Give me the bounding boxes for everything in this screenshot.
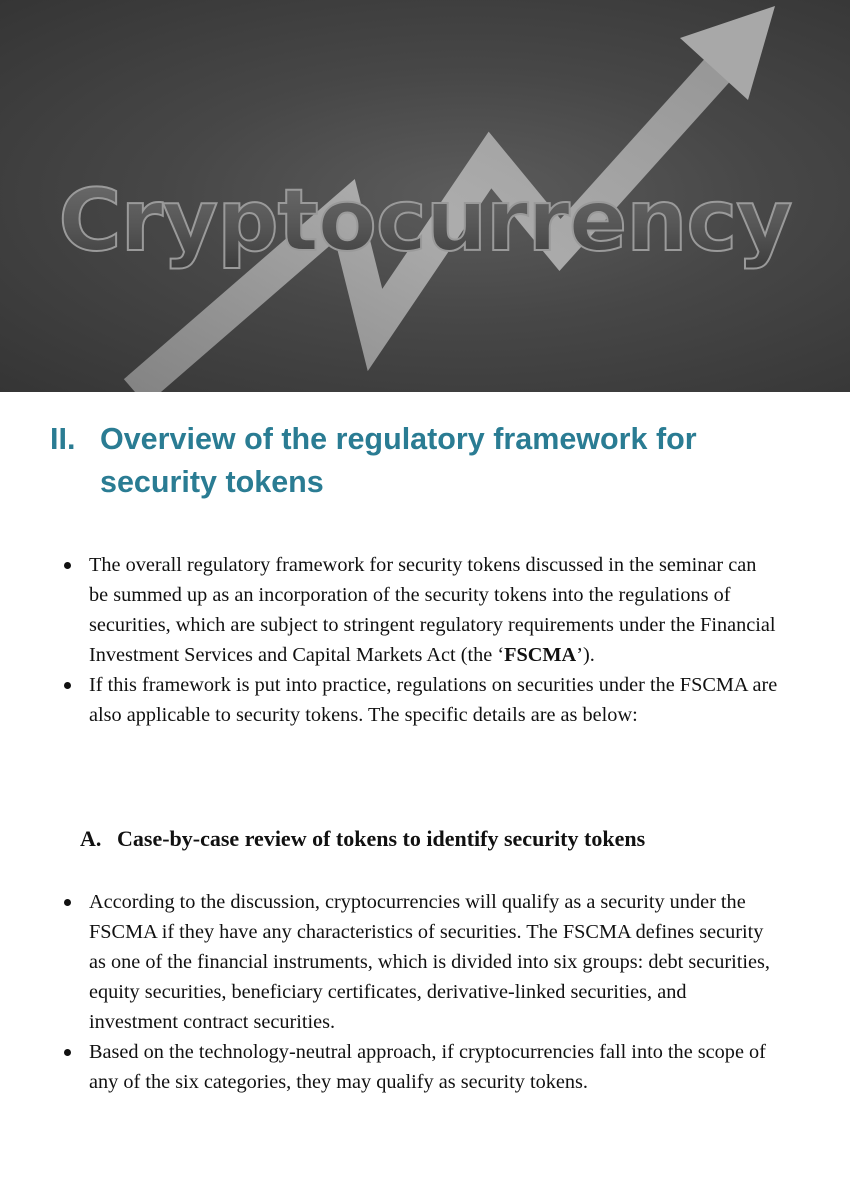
- bullet-text-pre: The overall regulatory framework for security tokens discussed in the seminar can be summed up as an incorporation of the security tokens into the regulations of securities, which are subject to stringent regulatory requirements under the Financial Investment Services and Capital Markets Act (the ‘: [89, 554, 776, 666]
- subsection-letter: A.: [80, 826, 102, 851]
- intro-bullet-list: [0, 550, 779, 730]
- hero-word: Cryptocurrency: [58, 171, 792, 271]
- section-title-line1: Overview of the regulatory framework for: [100, 422, 697, 456]
- bullet-text-post: ’).: [576, 644, 595, 666]
- list-item: [0, 887, 779, 1037]
- section-title: [50, 418, 810, 504]
- bullet-text: Based on the technology-neutral approach, if cryptocurrencies fall into the scope of any of the six categories, they may qualify as security tokens.: [89, 1041, 766, 1093]
- bullet-text: If this framework is put into practice, regulations on securities under the FSCMA are also applicable to security tokens. The specific details are as below:: [89, 674, 778, 726]
- section-title-line2: security tokens: [100, 465, 324, 499]
- bullet-text-bold: FSCMA: [504, 644, 577, 666]
- subsection-bullet-list: [0, 887, 779, 1097]
- subsection-title: Case-by-case review of tokens to identify security tokens: [117, 826, 646, 851]
- list-item: [0, 550, 779, 670]
- hero-illustration: [0, 0, 850, 392]
- bullet-text: According to the discussion, cryptocurrencies will qualify as a security under the FSCMA if they have any characteristics of securities. The FSCMA defines security as one of the financial instruments, which is divided into six groups: debt securities, equity securities, beneficiary certificates, derivative-linked securities, and investment contract securities.: [89, 891, 770, 1033]
- hero-banner: [0, 0, 850, 392]
- list-item: [0, 1037, 779, 1097]
- list-item: [0, 670, 779, 730]
- subsection-heading: [80, 823, 645, 855]
- section-number: II.: [50, 422, 76, 456]
